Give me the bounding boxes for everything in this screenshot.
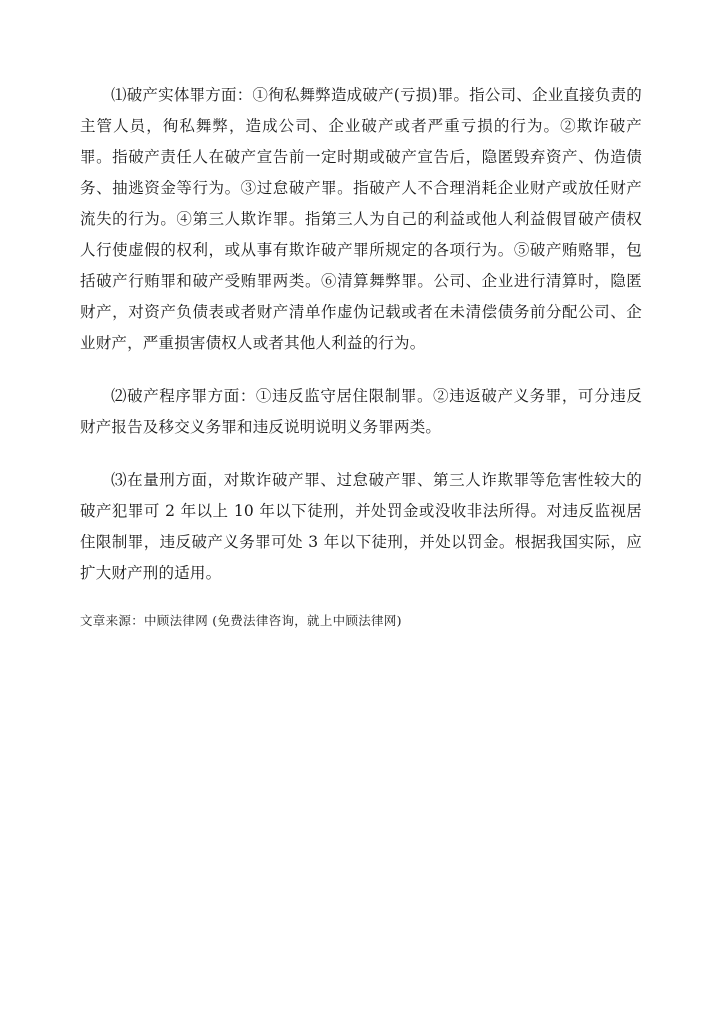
paragraph-procedural-crimes: ⑵破产程序罪方面：①违反监守居住限制罪。②违返破产义务罪，可分违反财产报告及移交义务罪和违反说明说明义务罪两类。 bbox=[80, 387, 642, 436]
paragraph-sentencing: ⑶在量刑方面，对欺诈破产罪、过怠破产罪、第三人诈欺罪等危害性较大的破产犯罪可 2 年以上 10 年以下徒刑，并处罚金或没收非法所得。对违反监视居住限制罪，违反破产义务罪可处 3 年以下徒刑，并处以罚金。根据我国实际，应扩大财产刑的适用。 bbox=[80, 471, 642, 582]
article-source: 文章来源：中顾法律网 (免费法律咨询，就上中顾法律网) bbox=[80, 613, 402, 628]
document-body bbox=[80, 80, 642, 631]
paragraph-substantive-crimes: ⑴破产实体罪方面：①徇私舞弊造成破产(亏损)罪。指公司、企业直接负责的主管人员，徇私舞弊，造成公司、企业破产或者严重亏损的行为。②欺诈破产罪。指破产责任人在破产宣告前一定时期或破产宣告后，隐匿毁弃资产、伪造债务、抽逃资金等行为。③过怠破产罪。指破产人不合理消耗企业财产或放任财产流失的行为。④第三人欺诈罪。指第三人为自己的利益或他人利益假冒破产债权人行使虚假的权利，或从事有欺诈破产罪所规定的各项行为。⑤破产贿赂罪，包括破产行贿罪和破产受贿罪两类。⑥清算舞弊罪。公司、企业进行清算时，隐匿财产，对资产负债表或者财产清单作虚伪记载或者在未清偿债务前分配公司、企业财产，严重损害债权人或者其他人利益的行为。 bbox=[80, 86, 642, 352]
